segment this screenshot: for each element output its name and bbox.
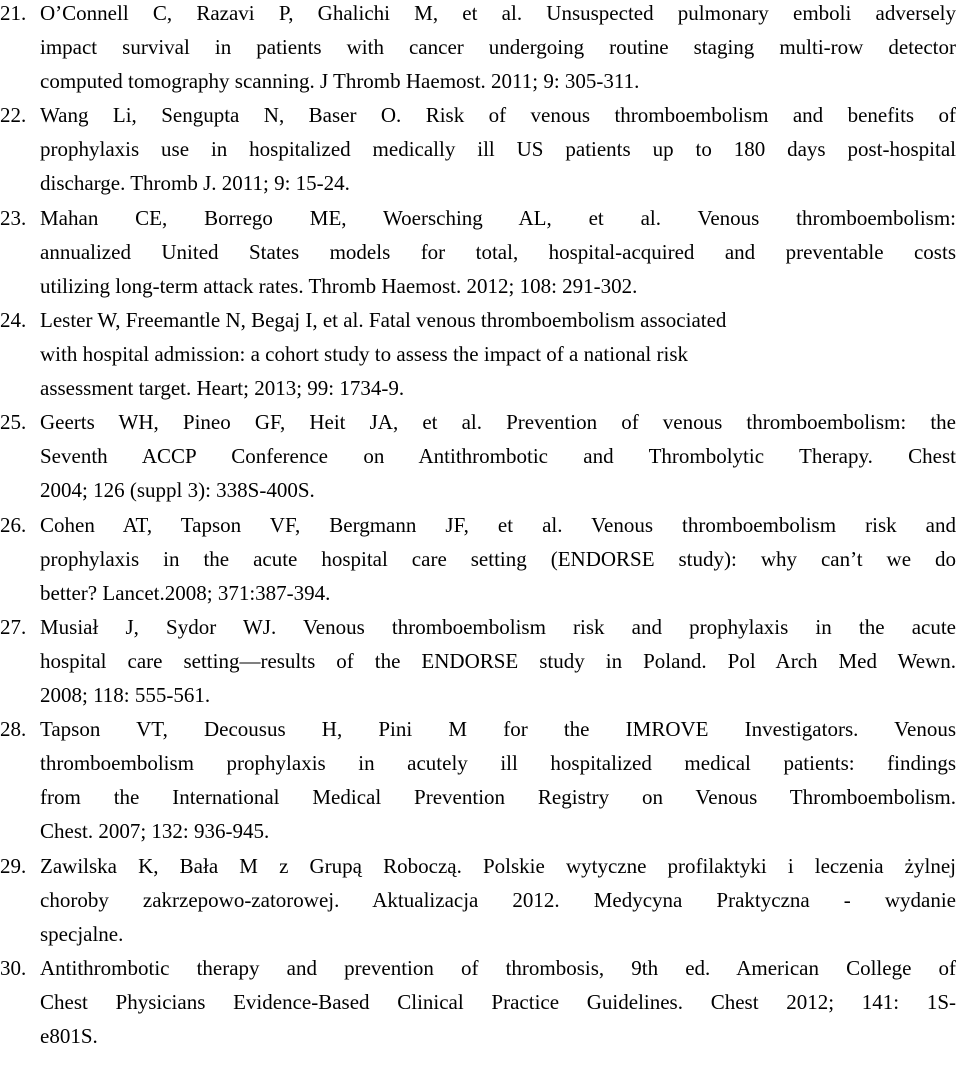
reference-number: 27. xyxy=(0,614,27,639)
reference-item xyxy=(0,98,956,200)
reference-item xyxy=(0,849,956,951)
reference-number: 30. xyxy=(0,955,27,980)
reference-text-line: hospital care setting—results of the ENDORSE study in Poland. Pol Arch Med Wewn. xyxy=(40,648,956,673)
reference-item xyxy=(0,0,956,98)
reference-text-line: utilizing long-term attack rates. Thromb Haemost. 2012; 108: 291-302. xyxy=(40,273,638,298)
reference-number: 23. xyxy=(0,205,27,230)
reference-item xyxy=(0,201,956,303)
reference-number: 28. xyxy=(0,717,27,742)
reference-number: 22. xyxy=(0,103,27,128)
reference-text-line: Zawilska K, Bała M z Grupą Roboczą. Polskie wytyczne profilaktyki i leczenia żylnej xyxy=(40,853,956,878)
reference-number: 24. xyxy=(0,307,27,332)
reference-text-line: with hospital admission: a cohort study to assess the impact of a national risk xyxy=(40,341,688,366)
reference-text-line: impact survival in patients with cancer undergoing routine staging multi-row detector xyxy=(40,35,956,60)
reference-text-line: O’Connell C, Razavi P, Ghalichi M, et al. Unsuspected pulmonary emboli adversely xyxy=(40,1,956,25)
reference-text-line: 2004; 126 (suppl 3): 338S-400S. xyxy=(40,478,315,503)
reference-text-line: Cohen AT, Tapson VF, Bergmann JF, et al. Venous thromboembolism risk and xyxy=(40,512,956,537)
reference-number: 25. xyxy=(0,410,27,435)
reference-text-line: annualized United States models for total, hospital-acquired and preventable costs xyxy=(40,239,956,264)
reference-text-line: 2008; 118: 555-561. xyxy=(40,682,211,707)
reference-item xyxy=(0,405,956,507)
reference-item xyxy=(0,508,956,610)
reference-text-line: assessment target. Heart; 2013; 99: 1734-9. xyxy=(40,376,405,401)
reference-text-line: Musiał J, Sydor WJ. Venous thromboembolism risk and prophylaxis in the acute xyxy=(40,614,956,639)
reference-text-line: Geerts WH, Pineo GF, Heit JA, et al. Prevention of venous thromboembolism: the xyxy=(40,410,956,435)
reference-text-line: Antithrombotic therapy and prevention of thrombosis, 9th ed. American College of xyxy=(40,955,956,980)
reference-number: 29. xyxy=(0,853,27,878)
reference-text-line: thromboembolism prophylaxis in acutely ill hospitalized medical patients: findings xyxy=(40,751,956,776)
reference-text-line: specjalne. xyxy=(40,921,124,946)
reference-text-line: from the International Medical Prevention Registry on Venous Thromboembolism. xyxy=(40,785,956,810)
reference-text-line: Wang Li, Sengupta N, Baser O. Risk of venous thromboembolism and benefits of xyxy=(40,103,956,128)
reference-text-line: better? Lancet.2008; 371:387-394. xyxy=(40,580,331,605)
reference-text-line: e801S. xyxy=(40,1023,98,1048)
reference-text-line: prophylaxis in the acute hospital care setting (ENDORSE study): why can’t we do xyxy=(40,546,956,571)
reference-text-line: Chest Physicians Evidence-Based Clinical Practice Guidelines. Chest 2012; 141: 1S- xyxy=(40,989,956,1014)
reference-text-line: Tapson VT, Decousus H, Pini M for the IMROVE Investigators. Venous xyxy=(40,717,956,742)
reference-text-line: Seventh ACCP Conference on Antithrombotic and Thrombolytic Therapy. Chest xyxy=(40,444,956,469)
reference-text-line: choroby zakrzepowo-zatorowej. Aktualizacja 2012. Medycyna Praktyczna - wydanie xyxy=(40,887,956,912)
reference-number: 21. xyxy=(0,1,27,25)
reference-item xyxy=(0,712,956,848)
reference-text-line: Chest. 2007; 132: 936-945. xyxy=(40,819,270,844)
reference-item xyxy=(0,951,956,1053)
reference-number: 26. xyxy=(0,512,27,537)
reference-item xyxy=(0,303,956,405)
reference-text-line: discharge. Thromb J. 2011; 9: 15-24. xyxy=(40,171,350,196)
reference-text-line: Mahan CE, Borrego ME, Woersching AL, et al. Venous thromboembolism: xyxy=(40,205,956,230)
reference-item xyxy=(0,610,956,712)
reference-text-line: computed tomography scanning. J Thromb Haemost. 2011; 9: 305-311. xyxy=(40,69,640,94)
reference-text-line: Lester W, Freemantle N, Begaj I, et al. Fatal venous thromboembolism associated xyxy=(40,307,727,332)
reference-text-line: prophylaxis use in hospitalized medically ill US patients up to 180 days post-hospital xyxy=(40,137,956,162)
